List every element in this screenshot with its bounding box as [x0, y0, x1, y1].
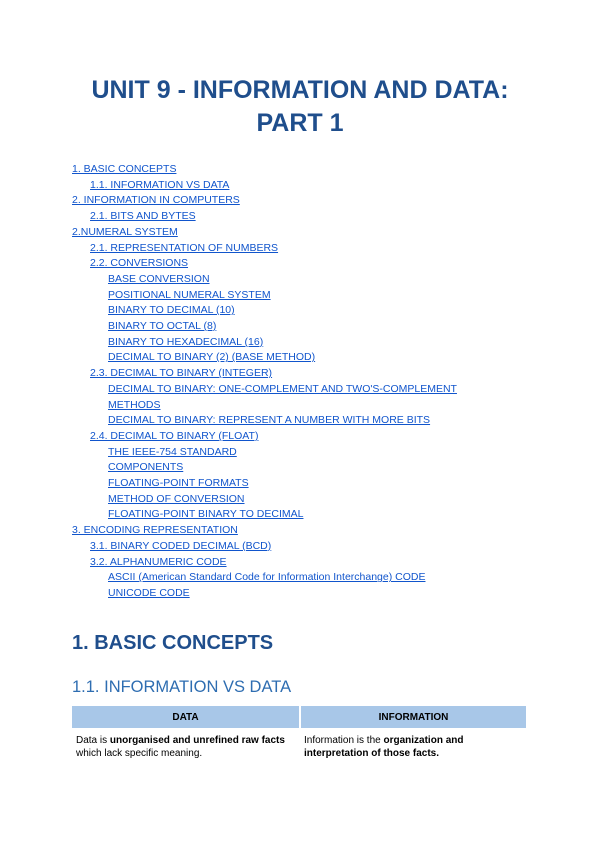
section-heading: 1. BASIC CONCEPTS	[72, 632, 274, 654]
document-title-line1: UNIT 9 - INFORMATION AND DATA:	[91, 76, 509, 104]
subsection-heading: 1.1. INFORMATION VS DATA	[72, 678, 292, 696]
toc-link[interactable]: UNICODE CODE	[108, 586, 190, 599]
toc-link[interactable]: 1.1. INFORMATION VS DATA	[90, 178, 230, 191]
toc-link[interactable]: 3.1. BINARY CODED DECIMAL (BCD)	[90, 539, 272, 552]
toc-link[interactable]: BINARY TO DECIMAL (10)	[108, 304, 235, 317]
toc-link[interactable]: POSITIONAL NUMERAL SYSTEM	[108, 288, 271, 301]
table-of-contents	[72, 162, 532, 602]
table-header-row	[72, 706, 526, 728]
toc-link[interactable]: DECIMAL TO BINARY: REPRESENT A NUMBER WITH MORE BITS	[108, 414, 431, 427]
toc-link[interactable]: BINARY TO HEXADECIMAL (16)	[108, 335, 264, 348]
data-cell-bold: unorganised and unrefined raw facts	[109, 735, 285, 746]
toc-link[interactable]: 2.NUMERAL SYSTEM	[72, 225, 178, 238]
toc-link[interactable]: FLOATING-POINT FORMATS	[108, 477, 249, 490]
table-cell-information	[300, 728, 526, 764]
toc-link[interactable]: BINARY TO OCTAL (8)	[108, 320, 217, 333]
data-cell-text-1: Data is	[76, 735, 110, 746]
toc-link[interactable]: 2.2. CONVERSIONS	[90, 257, 189, 270]
table-cell-data	[72, 728, 300, 764]
toc-link[interactable]: DECIMAL TO BINARY (2) (BASE METHOD)	[108, 351, 316, 364]
table-header-data: DATA	[72, 706, 300, 728]
toc-link[interactable]: DECIMAL TO BINARY: ONE-COMPLEMENT AND TWO'S-COMPLEMENT METHODS	[108, 382, 457, 411]
toc-link[interactable]: 2.3. DECIMAL TO BINARY (INTEGER)	[90, 367, 273, 380]
document-title-line2: PART 1	[256, 109, 344, 137]
toc-link[interactable]: 2.1. REPRESENTATION OF NUMBERS	[90, 241, 279, 254]
toc-link[interactable]: METHOD OF CONVERSION	[108, 492, 245, 505]
toc-link[interactable]: BASE CONVERSION	[108, 272, 210, 285]
toc-link[interactable]: 2.1. BITS AND BYTES	[90, 210, 196, 223]
toc-link[interactable]: 3.2. ALPHANUMERIC CODE	[90, 555, 227, 568]
toc-link[interactable]: 1. BASIC CONCEPTS	[72, 163, 177, 175]
table-row	[72, 728, 526, 764]
toc-link[interactable]: 2.4. DECIMAL TO BINARY (FLOAT)	[90, 429, 259, 442]
data-cell-text-2: which lack specific meaning.	[76, 748, 203, 759]
table-header-information: INFORMATION	[300, 706, 526, 728]
info-cell-text-1: Information is the	[304, 735, 384, 746]
data-vs-information-table	[72, 706, 526, 764]
toc-link[interactable]: THE IEEE-754 STANDARD	[108, 445, 237, 458]
toc-link[interactable]: FLOATING-POINT BINARY TO DECIMAL	[108, 508, 304, 521]
toc-link[interactable]: 2. INFORMATION IN COMPUTERS	[72, 194, 240, 207]
toc-link[interactable]: COMPONENTS	[108, 461, 184, 474]
toc-link[interactable]: ASCII (American Standard Code for Information Interchange) CODE	[108, 571, 426, 584]
info-cell-bold: organization and interpretation of those facts.	[304, 735, 464, 759]
toc-link[interactable]: 3. ENCODING REPRESENTATION	[72, 524, 238, 537]
document-title	[40, 74, 560, 140]
